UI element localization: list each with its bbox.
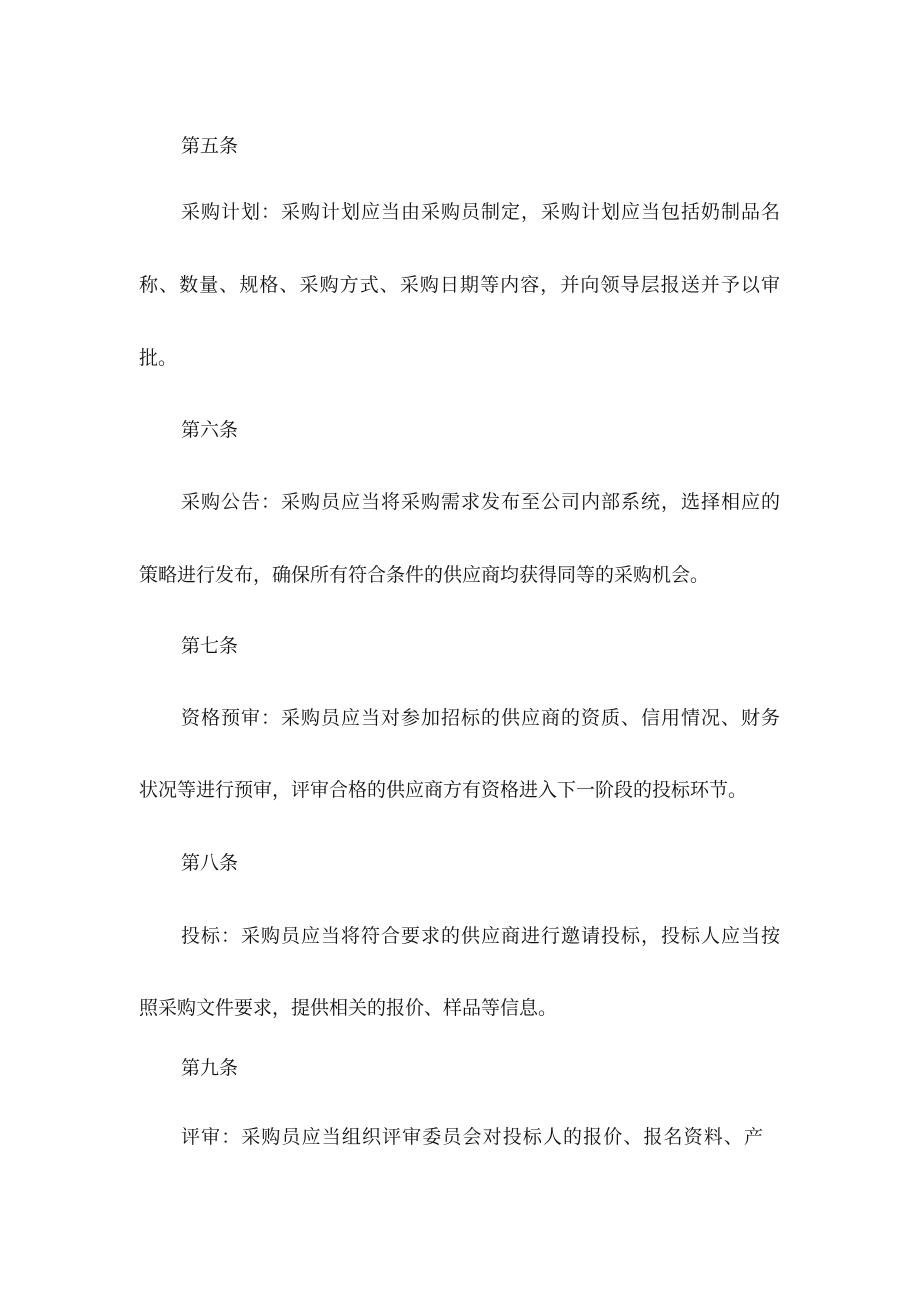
article-5-line-2: 称、数量、规格、采购方式、采购日期等内容，并向领导层报送并予以审 <box>139 274 780 296</box>
article-7-line-1: 资格预审：采购员应当对参加招标的供应商的资质、信用情况、财务 <box>181 707 780 729</box>
article-6-line-2: 策略进行发布，确保所有符合条件的供应商均获得同等的采购机会。 <box>139 564 710 586</box>
article-5-heading: 第五条 <box>181 135 239 157</box>
article-7-line-2: 状况等进行预审，评审合格的供应商方有资格进入下一阶段的投标环节。 <box>139 779 748 801</box>
article-9-heading: 第九条 <box>181 1057 239 1079</box>
article-8-line-2: 照采购文件要求，提供相关的报价、样品等信息。 <box>139 997 558 1019</box>
article-6-line-1: 采购公告：采购员应当将采购需求发布至公司内部系统，选择相应的 <box>181 491 780 513</box>
article-7-heading: 第七条 <box>181 635 239 657</box>
article-5-line-3: 批。 <box>139 347 178 369</box>
article-5-line-1: 采购计划：采购计划应当由采购员制定，采购计划应当包括奶制品名 <box>181 201 780 223</box>
article-6-heading: 第六条 <box>181 419 239 441</box>
article-8-heading: 第八条 <box>181 852 239 874</box>
article-8-line-1: 投标：采购员应当将符合要求的供应商进行邀请投标，投标人应当按 <box>181 925 780 947</box>
article-9-line-1: 评审：采购员应当组织评审委员会对投标人的报价、报名资料、产 <box>181 1126 763 1148</box>
